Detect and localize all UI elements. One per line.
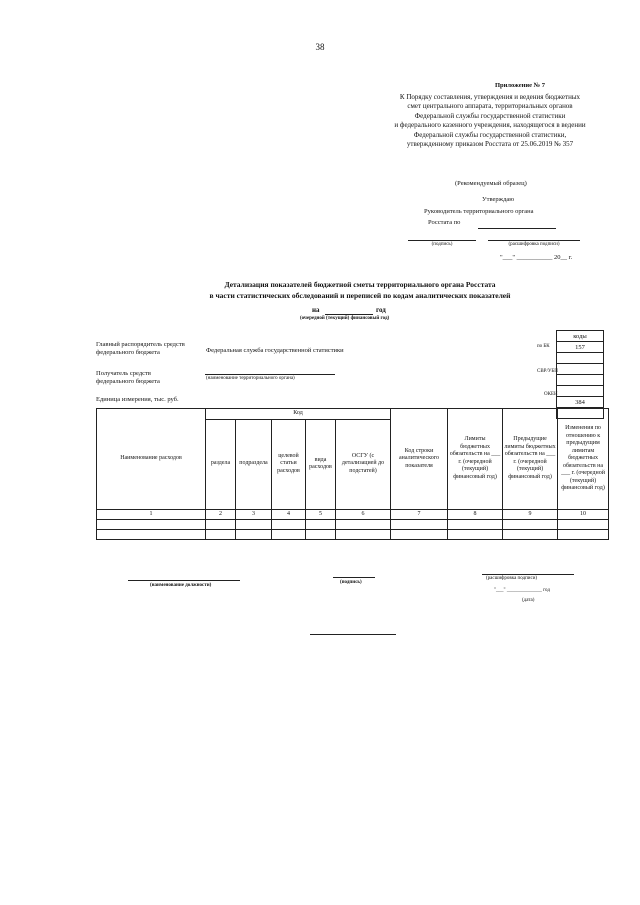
sample-note: (Рекомендуемый образец) [455, 180, 527, 187]
decoding-caption-bottom: (расшифровка подписи) [486, 576, 538, 581]
approval-head-line2: Росстата по [428, 219, 461, 226]
approval-date: "___" ___________ 20__ г. [500, 254, 573, 261]
region-line [478, 228, 556, 229]
appendix-title: Приложение № 7 [494, 82, 546, 89]
header-previous-limits: Предыдущие лимиты бюджетных обязательств на ___ г. (очередной (текущий) финансовый год) [503, 409, 558, 510]
document-title-line1: Детализация показателей бюджетной сметы территориального органа Росстата [224, 280, 496, 289]
okei-label: ОКЕИ [544, 392, 558, 397]
year-prefix: на [312, 306, 320, 314]
table-row [97, 530, 609, 540]
codes-cell-empty [557, 386, 604, 397]
appendix-lines [370, 93, 610, 150]
page-number: 38 [315, 42, 325, 52]
header-code-group: Код [206, 409, 391, 420]
column-numbers-row [97, 509, 609, 520]
codes-table [556, 330, 604, 419]
main-manager-value: Федеральная служба государственной статистики [206, 347, 344, 354]
header-target-article: целевой статьи расходов [272, 419, 306, 509]
codes-cell-empty [557, 364, 604, 375]
expenses-table [96, 408, 609, 540]
appendix-line: утвержденному приказом Росстата от 25.06.2019 № 357 [406, 140, 574, 149]
header-subsection: подраздела [236, 419, 272, 509]
column-number: 9 [503, 509, 558, 520]
document-title-line2: в части статистических обследований и переписей по кодам аналитических показателей [209, 291, 511, 300]
header-osgu: ОСГУ (с детализацией до подстатей) [336, 419, 391, 509]
decoding-line [488, 240, 580, 241]
appendix-block [370, 82, 610, 150]
appendix-line: Федеральной службы государственной статистики [414, 111, 566, 120]
column-number: 1 [97, 509, 206, 520]
signature-date: "___" ______________ год [494, 588, 550, 593]
codes-title: коды [557, 331, 604, 342]
approval-label: Утверждаю [482, 196, 515, 203]
header-changes: Изменения по отношению к предыдущим лимитам бюджетных обязательств на ___ г. (очередной (текущий) финансовый год) [558, 409, 609, 510]
appendix-line: и федерального казенного учреждения, находящегося в ведении [394, 121, 586, 130]
main-manager-label-line2: федерального бюджета [96, 349, 160, 357]
position-line [128, 580, 240, 581]
okei-code: 384 [557, 397, 604, 408]
appendix-line: смет центрального аппарата, территориальных органов [407, 102, 573, 111]
codes-cell-empty [557, 375, 604, 386]
main-manager-label-line1: Главный распорядитель средств [96, 341, 185, 348]
codes-cell-empty [557, 353, 604, 364]
decoding-caption: (расшифровка подписи) [508, 242, 560, 247]
glava-label: по БК [537, 344, 550, 349]
year-line [325, 314, 373, 315]
signature-caption: (подпись) [431, 242, 453, 247]
year-caption: (очередной (текущий) финансовый год) [300, 316, 390, 321]
glava-code: 157 [557, 342, 604, 353]
bottom-line [310, 634, 396, 635]
header-expense-type: вида расходов [306, 419, 336, 509]
column-number: 3 [236, 509, 272, 520]
column-number: 8 [448, 509, 503, 520]
recipient-label-line2: федерального бюджета [96, 378, 160, 386]
signature-caption-bottom: (подпись) [340, 580, 362, 585]
column-number: 5 [306, 509, 336, 520]
signature-line-bottom [333, 577, 375, 578]
column-number: 4 [272, 509, 306, 520]
column-number: 6 [336, 509, 391, 520]
appendix-line: К Порядку составления, утверждения и ведения бюджетных [399, 93, 581, 101]
recipient-caption: (наименование территориального органа) [206, 376, 295, 381]
header-expense-name: Наименование расходов [97, 409, 206, 510]
year-suffix: год [376, 306, 386, 314]
column-number: 10 [558, 509, 609, 520]
svr-label: СВР/УБП [537, 369, 558, 374]
recipient-label [96, 370, 160, 387]
appendix-line: Федеральной службы государственной статистики, [413, 130, 567, 139]
date-caption: (дата) [522, 598, 535, 603]
position-caption: (наименование должности) [150, 583, 212, 588]
signature-line [408, 240, 476, 241]
header-analytic-code: Код строки аналитического показателя [391, 409, 448, 510]
column-number: 2 [206, 509, 236, 520]
decoding-line-bottom [482, 574, 574, 575]
recipient-label-line1: Получатель средств [96, 370, 151, 377]
main-manager-label [96, 341, 185, 358]
recipient-line [205, 374, 335, 375]
approval-head-line1: Руководитель территориального органа [424, 208, 534, 215]
unit-label: Единица измерения, тыс. руб. [96, 396, 179, 403]
header-section: раздела [206, 419, 236, 509]
column-number: 7 [391, 509, 448, 520]
table-row [97, 520, 609, 530]
header-limits: Лимиты бюджетных обязательств на ___ г. (очередной (текущий) финансовый год) [448, 409, 503, 510]
